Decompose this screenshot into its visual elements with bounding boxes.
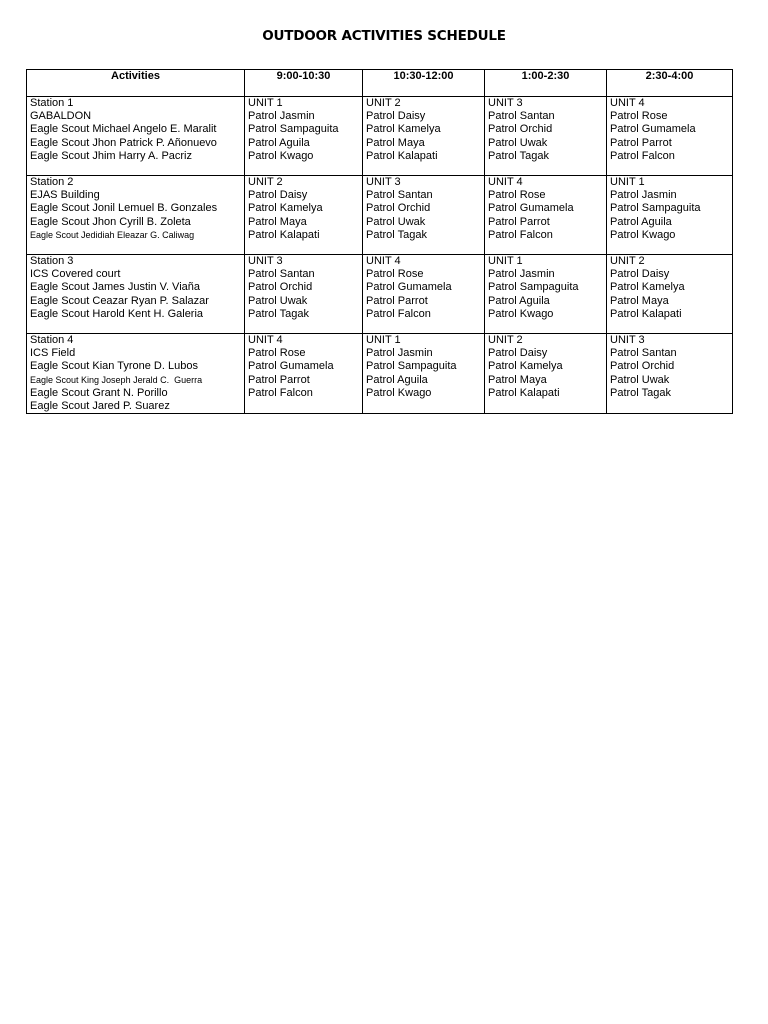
schedule-cell xyxy=(363,334,485,414)
patrol-name: Patrol Orchid xyxy=(248,281,313,294)
patrol-name: Patrol Kwago xyxy=(248,149,314,162)
unit-label: UNIT 4 xyxy=(248,334,283,346)
unit-label: UNIT 1 xyxy=(488,255,523,267)
patrol-name: Patrol Gumamela xyxy=(610,123,696,136)
patrol-name: Patrol Jasmin xyxy=(248,110,315,123)
unit-label: UNIT 3 xyxy=(488,97,523,109)
patrol-name: Patrol Aguila xyxy=(488,294,550,307)
patrol-name: Patrol Parrot xyxy=(488,215,550,228)
station-cell xyxy=(27,97,245,176)
unit-label: UNIT 1 xyxy=(610,176,645,188)
schedule-cell xyxy=(363,97,485,176)
patrol-name: Patrol Parrot xyxy=(610,136,672,149)
station-name: Station 3 xyxy=(30,255,74,267)
unit-label: UNIT 4 xyxy=(366,255,401,267)
unit-label: UNIT 1 xyxy=(248,97,283,109)
patrol-name: Patrol Jasmin xyxy=(610,189,677,202)
facilitator-name: Eagle Scout Grant N. Porillo xyxy=(30,386,168,399)
unit-label: UNIT 2 xyxy=(366,97,401,109)
schedule-cell xyxy=(363,176,485,255)
facilitator-name: Eagle Scout Jonil Lemuel B. Gonzales xyxy=(30,202,218,215)
schedule-cell xyxy=(485,255,607,334)
patrol-name: Patrol Kamelya xyxy=(366,123,441,136)
activities-header: Activities xyxy=(27,70,245,97)
patrol-name: Patrol Aguila xyxy=(610,215,672,228)
patrol-name: Patrol Jasmin xyxy=(366,347,433,360)
schedule-cell xyxy=(485,97,607,176)
patrol-name: Patrol Kalapati xyxy=(248,228,320,241)
patrol-name: Patrol Maya xyxy=(610,294,669,307)
time-slot-header: 2:30-4:00 xyxy=(607,70,733,97)
patrol-name: Patrol Gumamela xyxy=(488,202,574,215)
patrol-name: Patrol Falcon xyxy=(248,386,313,399)
facilitator-name: Eagle Scout Kian Tyrone D. Lubos xyxy=(30,360,198,373)
patrol-name: Patrol Daisy xyxy=(610,268,670,281)
schedule-cell xyxy=(607,176,733,255)
patrol-name: Patrol Aguila xyxy=(248,136,310,149)
patrol-name: Patrol Tagak xyxy=(610,386,671,399)
facilitator-name: Eagle Scout Jhon Cyrill B. Zoleta xyxy=(30,215,191,228)
facilitator-name: Eagle Scout James Justin V. Viaña xyxy=(30,281,200,294)
facilitator-name: Eagle Scout Michael Angelo E. Maralit xyxy=(30,123,217,136)
facilitator-name: Eagle Scout Jhim Harry A. Pacriz xyxy=(30,149,193,162)
time-slot-header: 1:00-2:30 xyxy=(485,70,607,97)
unit-label: UNIT 2 xyxy=(248,176,283,188)
station-name: Station 4 xyxy=(30,334,74,346)
patrol-name: Patrol Kalapati xyxy=(610,307,682,320)
facilitator-name: Eagle Scout Harold Kent H. Galeria xyxy=(30,307,204,320)
patrol-name: Patrol Kamelya xyxy=(610,281,685,294)
schedule-cell xyxy=(607,97,733,176)
station-location: ICS Covered court xyxy=(30,268,121,281)
patrol-name: Patrol Parrot xyxy=(366,294,428,307)
patrol-name: Patrol Kalapati xyxy=(488,386,560,399)
patrol-name: Patrol Rose xyxy=(610,110,668,123)
table-row xyxy=(27,334,733,414)
schedule-table xyxy=(26,69,733,414)
schedule-cell xyxy=(245,97,363,176)
station-cell xyxy=(27,176,245,255)
page-title: OUTDOOR ACTIVITIES SCHEDULE xyxy=(262,28,506,44)
patrol-name: Patrol Daisy xyxy=(248,189,308,202)
patrol-name: Patrol Orchid xyxy=(610,360,675,373)
header-row xyxy=(27,70,733,97)
schedule-cell xyxy=(245,334,363,414)
patrol-name: Patrol Rose xyxy=(248,347,306,360)
station-cell xyxy=(27,334,245,414)
facilitator-name: Eagle Scout Jedidiah Eleazar G. Caliwag xyxy=(30,229,195,240)
patrol-name: Patrol Uwak xyxy=(488,136,548,149)
schedule-cell xyxy=(485,334,607,414)
table-row xyxy=(27,255,733,334)
unit-label: UNIT 1 xyxy=(366,334,401,346)
unit-label: UNIT 3 xyxy=(366,176,401,188)
patrol-name: Patrol Santan xyxy=(488,110,555,123)
patrol-name: Patrol Tagak xyxy=(366,228,427,241)
patrol-name: Patrol Rose xyxy=(366,268,424,281)
time-slot-header: 10:30-12:00 xyxy=(363,70,485,97)
patrol-name: Patrol Sampaguita xyxy=(488,281,579,294)
station-name: Station 1 xyxy=(30,97,74,109)
table-row xyxy=(27,176,733,255)
patrol-name: Patrol Falcon xyxy=(366,307,431,320)
station-cell xyxy=(27,255,245,334)
patrol-name: Patrol Kwago xyxy=(366,386,432,399)
patrol-name: Patrol Kalapati xyxy=(366,149,438,162)
schedule-cell xyxy=(245,176,363,255)
facilitator-name: Eagle Scout Ceazar Ryan P. Salazar xyxy=(30,294,209,307)
patrol-name: Patrol Kamelya xyxy=(488,360,563,373)
patrol-name: Patrol Sampaguita xyxy=(610,202,701,215)
unit-label: UNIT 4 xyxy=(610,97,645,109)
patrol-name: Patrol Falcon xyxy=(488,228,553,241)
patrol-name: Patrol Tagak xyxy=(248,307,309,320)
table-row xyxy=(27,97,733,176)
patrol-name: Patrol Daisy xyxy=(488,347,548,360)
patrol-name: Patrol Uwak xyxy=(610,373,670,386)
patrol-name: Patrol Falcon xyxy=(610,149,675,162)
patrol-name: Patrol Kwago xyxy=(610,228,676,241)
patrol-name: Patrol Uwak xyxy=(366,215,426,228)
schedule-cell xyxy=(485,176,607,255)
patrol-name: Patrol Sampaguita xyxy=(366,360,457,373)
patrol-name: Patrol Parrot xyxy=(248,373,310,386)
schedule-cell xyxy=(363,255,485,334)
patrol-name: Patrol Maya xyxy=(488,373,547,386)
patrol-name: Patrol Santan xyxy=(610,347,677,360)
patrol-name: Patrol Maya xyxy=(248,215,307,228)
unit-label: UNIT 3 xyxy=(248,255,283,267)
facilitator-name: Eagle Scout King Joseph Jerald C. Guerra xyxy=(30,374,203,385)
patrol-name: Patrol Gumamela xyxy=(248,360,334,373)
patrol-name: Patrol Santan xyxy=(366,189,433,202)
patrol-name: Patrol Orchid xyxy=(366,202,431,215)
patrol-name: Patrol Rose xyxy=(488,189,546,202)
patrol-name: Patrol Daisy xyxy=(366,110,426,123)
patrol-name: Patrol Santan xyxy=(248,268,315,281)
station-location: ICS Field xyxy=(30,347,76,360)
patrol-name: Patrol Maya xyxy=(366,136,425,149)
facilitator-name: Eagle Scout Jared P. Suarez xyxy=(30,400,170,413)
facilitator-name: Eagle Scout Jhon Patrick P. Añonuevo xyxy=(30,136,217,149)
patrol-name: Patrol Kwago xyxy=(488,307,554,320)
patrol-name: Patrol Orchid xyxy=(488,123,553,136)
unit-label: UNIT 2 xyxy=(488,334,523,346)
station-name: Station 2 xyxy=(30,176,74,188)
patrol-name: Patrol Aguila xyxy=(366,373,428,386)
schedule-cell xyxy=(607,334,733,414)
patrol-name: Patrol Tagak xyxy=(488,149,549,162)
patrol-name: Patrol Uwak xyxy=(248,294,308,307)
schedule-cell xyxy=(607,255,733,334)
unit-label: UNIT 2 xyxy=(610,255,645,267)
schedule-cell xyxy=(245,255,363,334)
station-location: EJAS Building xyxy=(30,189,100,202)
unit-label: UNIT 3 xyxy=(610,334,645,346)
patrol-name: Patrol Gumamela xyxy=(366,281,452,294)
patrol-name: Patrol Kamelya xyxy=(248,202,323,215)
time-slot-header: 9:00-10:30 xyxy=(245,70,363,97)
patrol-name: Patrol Jasmin xyxy=(488,268,555,281)
patrol-name: Patrol Sampaguita xyxy=(248,123,339,136)
unit-label: UNIT 4 xyxy=(488,176,523,188)
station-location: GABALDON xyxy=(30,110,92,123)
